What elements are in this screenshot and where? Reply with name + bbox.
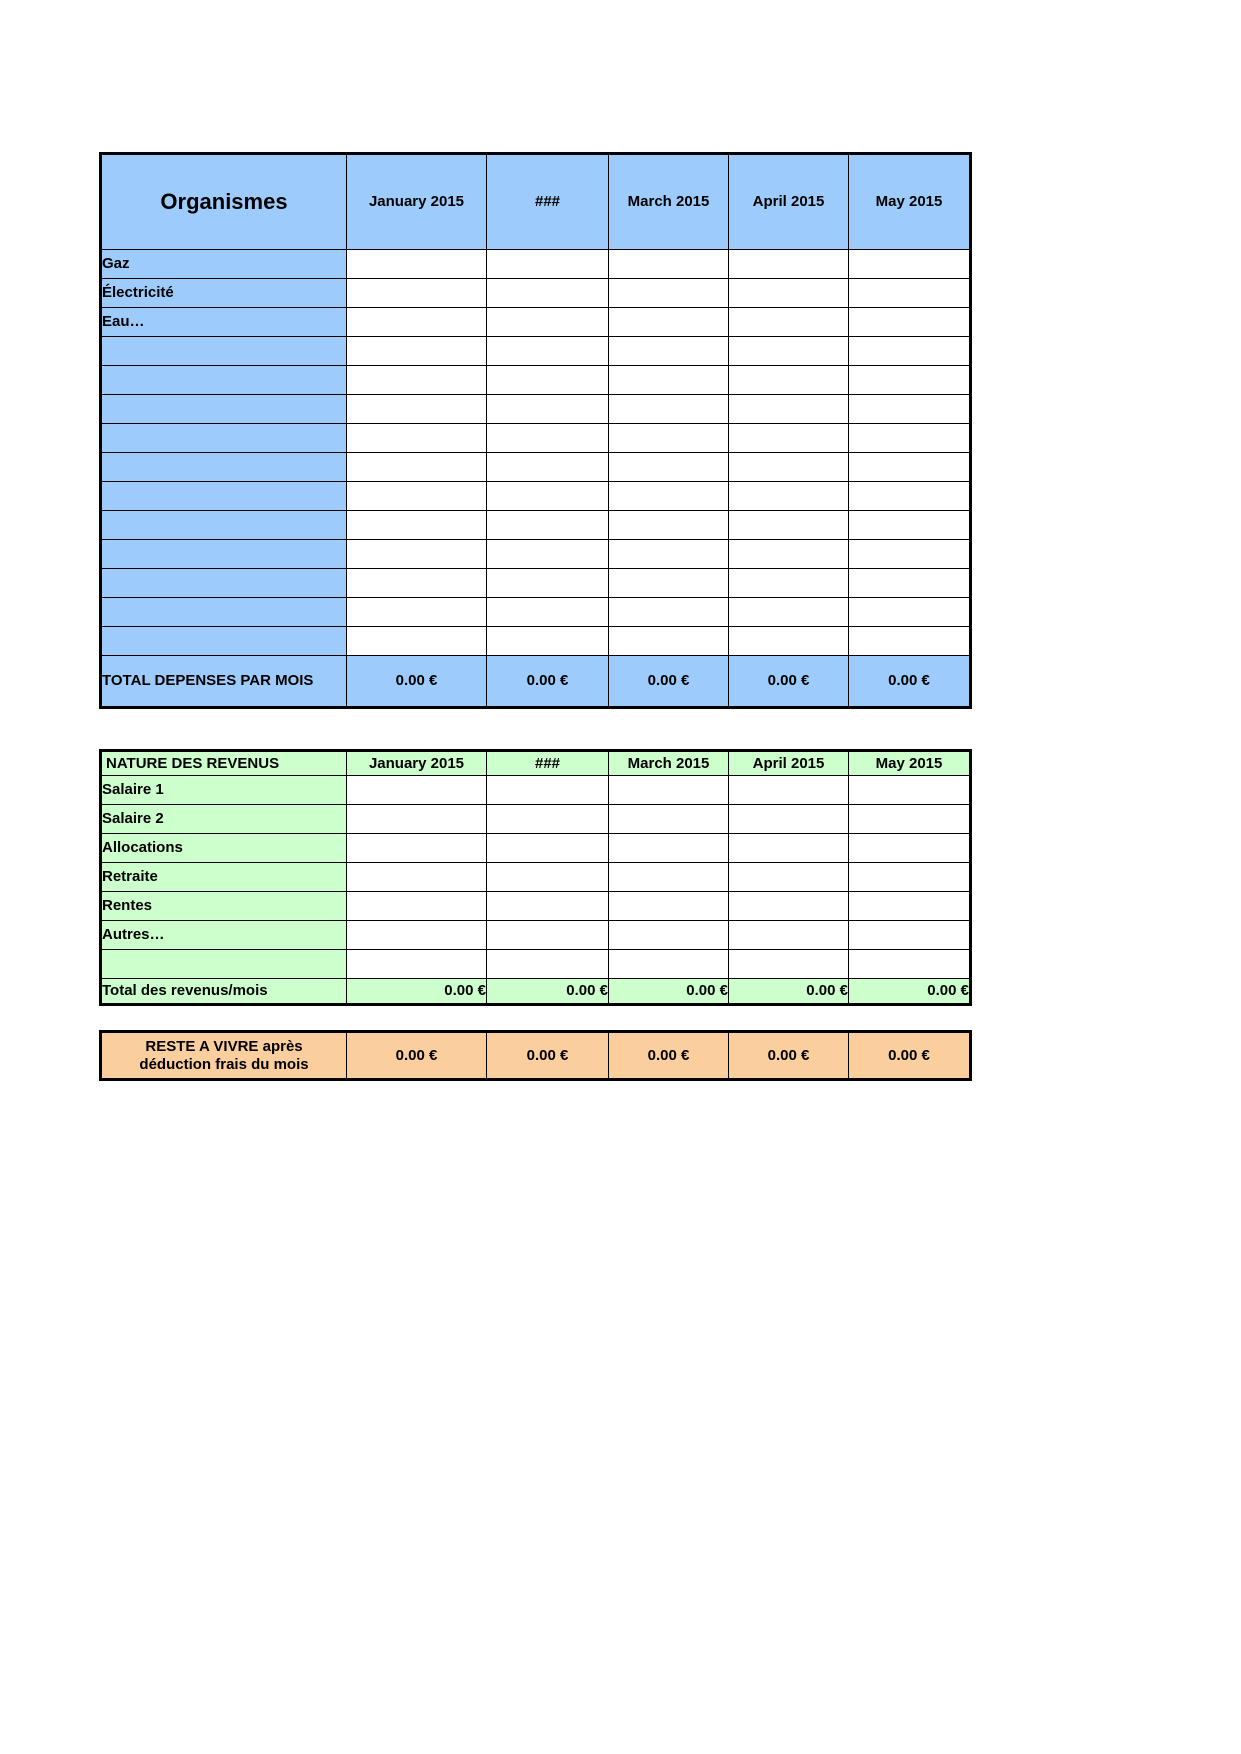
revenue-cell[interactable] — [487, 950, 609, 979]
revenue-cell[interactable] — [487, 805, 609, 834]
expense-cell[interactable] — [729, 366, 849, 395]
table-row — [101, 540, 971, 569]
table-row — [101, 598, 971, 627]
table-row — [101, 395, 971, 424]
revenue-row-label[interactable] — [101, 950, 347, 979]
expense-cell[interactable] — [729, 337, 849, 366]
expense-row-label[interactable]: Eau… — [101, 308, 347, 337]
table-gap-2 — [99, 1006, 969, 1030]
expenses-header-month-4[interactable]: April 2015 — [729, 154, 849, 250]
expense-cell[interactable] — [609, 366, 729, 395]
expense-cell[interactable] — [849, 279, 971, 308]
expense-cell[interactable] — [849, 366, 971, 395]
revenue-cell[interactable] — [729, 892, 849, 921]
expenses-header-month-5[interactable]: May 2015 — [849, 154, 971, 250]
revenue-cell[interactable] — [609, 921, 729, 950]
expense-cell[interactable] — [849, 424, 971, 453]
revenue-cell[interactable] — [849, 776, 971, 805]
revenue-cell[interactable] — [849, 921, 971, 950]
expenses-total-value: 0.00 € — [609, 656, 729, 708]
revenue-header-month-1[interactable]: January 2015 — [347, 751, 487, 776]
table-row — [101, 863, 971, 892]
revenue-total-value: 0.00 € — [609, 979, 729, 1005]
expense-cell[interactable] — [729, 540, 849, 569]
table-row — [101, 511, 971, 540]
revenue-table — [99, 749, 972, 1006]
expense-cell[interactable] — [729, 511, 849, 540]
table-row — [101, 834, 971, 863]
revenue-cell[interactable] — [729, 921, 849, 950]
expense-cell[interactable] — [849, 482, 971, 511]
revenue-table-body — [101, 751, 971, 1005]
revenue-cell[interactable] — [729, 805, 849, 834]
expenses-header-row — [101, 154, 971, 250]
expenses-total-label: TOTAL DEPENSES PAR MOIS — [101, 656, 347, 708]
reste-a-vivre-label — [101, 1032, 347, 1080]
table-row — [101, 805, 971, 834]
expense-row-label[interactable]: Gaz — [101, 250, 347, 279]
table-row — [101, 776, 971, 805]
expense-cell[interactable] — [609, 337, 729, 366]
expense-cell[interactable] — [849, 598, 971, 627]
reste-a-vivre-label-line1: RESTE A VIVRE après — [145, 1038, 303, 1056]
expense-cell[interactable] — [347, 279, 487, 308]
table-row — [101, 337, 971, 366]
expense-row-label[interactable] — [101, 598, 347, 627]
expense-cell[interactable] — [729, 453, 849, 482]
expense-cell[interactable] — [609, 250, 729, 279]
reste-a-vivre-value: 0.00 € — [729, 1032, 849, 1080]
reste-a-vivre-value: 0.00 € — [347, 1032, 487, 1080]
expense-row-label[interactable] — [101, 395, 347, 424]
expenses-table-body — [101, 154, 971, 708]
expense-cell[interactable] — [849, 540, 971, 569]
expense-cell[interactable] — [487, 279, 609, 308]
revenue-total-row — [101, 979, 971, 1005]
expense-cell[interactable] — [347, 366, 487, 395]
expense-cell[interactable] — [849, 511, 971, 540]
expense-cell[interactable] — [729, 250, 849, 279]
revenue-cell[interactable] — [609, 805, 729, 834]
revenue-cell[interactable] — [487, 834, 609, 863]
expenses-header-month-2[interactable]: ### — [487, 154, 609, 250]
reste-a-vivre-row — [101, 1032, 971, 1080]
expense-cell[interactable] — [729, 598, 849, 627]
revenue-cell[interactable] — [347, 950, 487, 979]
revenue-cell[interactable] — [347, 892, 487, 921]
expense-cell[interactable] — [609, 511, 729, 540]
expense-cell[interactable] — [487, 627, 609, 656]
revenue-header-month-3[interactable]: March 2015 — [609, 751, 729, 776]
expense-cell[interactable] — [487, 453, 609, 482]
reste-a-vivre-table — [99, 1030, 972, 1081]
expenses-total-value: 0.00 € — [849, 656, 971, 708]
expense-row-label[interactable] — [101, 511, 347, 540]
revenue-cell[interactable] — [729, 776, 849, 805]
revenue-total-value: 0.00 € — [729, 979, 849, 1005]
table-row — [101, 892, 971, 921]
expense-row-label[interactable]: Électricité — [101, 279, 347, 308]
expense-cell[interactable] — [849, 308, 971, 337]
revenue-total-value: 0.00 € — [849, 979, 971, 1005]
budget-sheet — [99, 152, 969, 1081]
revenue-row-label[interactable]: Salaire 2 — [101, 805, 347, 834]
expense-cell[interactable] — [487, 250, 609, 279]
revenue-cell[interactable] — [609, 950, 729, 979]
expense-cell[interactable] — [729, 627, 849, 656]
expense-row-label[interactable] — [101, 453, 347, 482]
expense-cell[interactable] — [347, 424, 487, 453]
expense-cell[interactable] — [609, 598, 729, 627]
expense-cell[interactable] — [849, 395, 971, 424]
expense-row-label[interactable] — [101, 482, 347, 511]
table-row — [101, 250, 971, 279]
revenue-total-value: 0.00 € — [347, 979, 487, 1005]
revenue-header-month-2[interactable]: ### — [487, 751, 609, 776]
revenue-row-label[interactable]: Allocations — [101, 834, 347, 863]
expense-cell[interactable] — [347, 308, 487, 337]
reste-a-vivre-body — [101, 1032, 971, 1080]
expense-row-label[interactable] — [101, 569, 347, 598]
table-gap-1 — [99, 709, 969, 749]
revenue-cell[interactable] — [729, 950, 849, 979]
expense-cell[interactable] — [487, 395, 609, 424]
expense-cell[interactable] — [347, 337, 487, 366]
expense-cell[interactable] — [729, 424, 849, 453]
expense-cell[interactable] — [729, 482, 849, 511]
expenses-total-value: 0.00 € — [347, 656, 487, 708]
expense-cell[interactable] — [849, 453, 971, 482]
expense-row-label[interactable] — [101, 337, 347, 366]
revenue-cell[interactable] — [347, 921, 487, 950]
expenses-header-month-1[interactable]: January 2015 — [347, 154, 487, 250]
revenue-cell[interactable] — [849, 805, 971, 834]
revenue-cell[interactable] — [347, 776, 487, 805]
expense-cell[interactable] — [729, 279, 849, 308]
expense-cell[interactable] — [487, 598, 609, 627]
expense-cell[interactable] — [849, 250, 971, 279]
expense-cell[interactable] — [347, 482, 487, 511]
revenue-total-value: 0.00 € — [487, 979, 609, 1005]
expense-cell[interactable] — [609, 627, 729, 656]
revenue-cell[interactable] — [849, 834, 971, 863]
reste-a-vivre-label-line2: déduction frais du mois — [139, 1055, 309, 1073]
expense-cell[interactable] — [729, 569, 849, 598]
revenue-cell[interactable] — [347, 863, 487, 892]
expense-cell[interactable] — [347, 598, 487, 627]
expenses-total-value: 0.00 € — [729, 656, 849, 708]
table-row — [101, 424, 971, 453]
reste-a-vivre-value: 0.00 € — [609, 1032, 729, 1080]
revenue-header-nature[interactable]: NATURE DES REVENUS — [101, 751, 347, 776]
expense-cell[interactable] — [487, 424, 609, 453]
expense-cell[interactable] — [729, 308, 849, 337]
expense-cell[interactable] — [849, 337, 971, 366]
expense-row-label[interactable] — [101, 540, 347, 569]
expense-cell[interactable] — [347, 395, 487, 424]
revenue-cell[interactable] — [729, 834, 849, 863]
revenue-cell[interactable] — [609, 892, 729, 921]
revenue-cell[interactable] — [609, 863, 729, 892]
table-row — [101, 627, 971, 656]
revenue-header-row — [101, 751, 971, 776]
revenue-cell[interactable] — [487, 921, 609, 950]
revenue-cell[interactable] — [849, 950, 971, 979]
revenue-row-label[interactable]: Rentes — [101, 892, 347, 921]
expense-cell[interactable] — [487, 337, 609, 366]
reste-a-vivre-value: 0.00 € — [849, 1032, 971, 1080]
revenue-cell[interactable] — [347, 805, 487, 834]
table-row — [101, 279, 971, 308]
revenue-header-month-5[interactable]: May 2015 — [849, 751, 971, 776]
revenue-cell[interactable] — [729, 863, 849, 892]
expense-cell[interactable] — [487, 366, 609, 395]
expense-cell[interactable] — [347, 250, 487, 279]
table-row — [101, 950, 971, 979]
expense-cell[interactable] — [347, 511, 487, 540]
revenue-cell[interactable] — [487, 776, 609, 805]
revenue-cell[interactable] — [347, 834, 487, 863]
expense-cell[interactable] — [487, 511, 609, 540]
expense-cell[interactable] — [609, 424, 729, 453]
expenses-total-row — [101, 656, 971, 708]
expense-cell[interactable] — [487, 569, 609, 598]
table-row — [101, 482, 971, 511]
expense-cell[interactable] — [609, 395, 729, 424]
table-row — [101, 569, 971, 598]
revenue-cell[interactable] — [849, 892, 971, 921]
expense-cell[interactable] — [849, 627, 971, 656]
expenses-total-value: 0.00 € — [487, 656, 609, 708]
expense-row-label[interactable] — [101, 366, 347, 395]
revenue-row-label[interactable]: Retraite — [101, 863, 347, 892]
expense-cell[interactable] — [487, 482, 609, 511]
revenue-cell[interactable] — [487, 863, 609, 892]
reste-a-vivre-value: 0.00 € — [487, 1032, 609, 1080]
expense-cell[interactable] — [347, 627, 487, 656]
expense-cell[interactable] — [347, 540, 487, 569]
expenses-header-month-3[interactable]: March 2015 — [609, 154, 729, 250]
expenses-table — [99, 152, 972, 709]
expense-cell[interactable] — [729, 395, 849, 424]
revenue-header-month-4[interactable]: April 2015 — [729, 751, 849, 776]
expense-cell[interactable] — [609, 540, 729, 569]
revenue-row-label[interactable]: Salaire 1 — [101, 776, 347, 805]
revenue-cell[interactable] — [849, 863, 971, 892]
expense-cell[interactable] — [609, 482, 729, 511]
expense-cell[interactable] — [487, 308, 609, 337]
expense-cell[interactable] — [347, 453, 487, 482]
expense-cell[interactable] — [609, 453, 729, 482]
expense-cell[interactable] — [609, 308, 729, 337]
revenue-cell[interactable] — [609, 776, 729, 805]
revenue-total-label: Total des revenus/mois — [101, 979, 347, 1005]
revenue-cell[interactable] — [487, 892, 609, 921]
table-row — [101, 366, 971, 395]
expense-row-label[interactable] — [101, 627, 347, 656]
table-row — [101, 308, 971, 337]
revenue-cell[interactable] — [609, 834, 729, 863]
table-row — [101, 453, 971, 482]
expenses-header-organismes[interactable]: Organismes — [101, 154, 347, 250]
expense-cell[interactable] — [609, 279, 729, 308]
expense-row-label[interactable] — [101, 424, 347, 453]
table-row — [101, 921, 971, 950]
expense-cell[interactable] — [849, 569, 971, 598]
expense-cell[interactable] — [487, 540, 609, 569]
revenue-row-label[interactable]: Autres… — [101, 921, 347, 950]
expense-cell[interactable] — [347, 569, 487, 598]
expense-cell[interactable] — [609, 569, 729, 598]
